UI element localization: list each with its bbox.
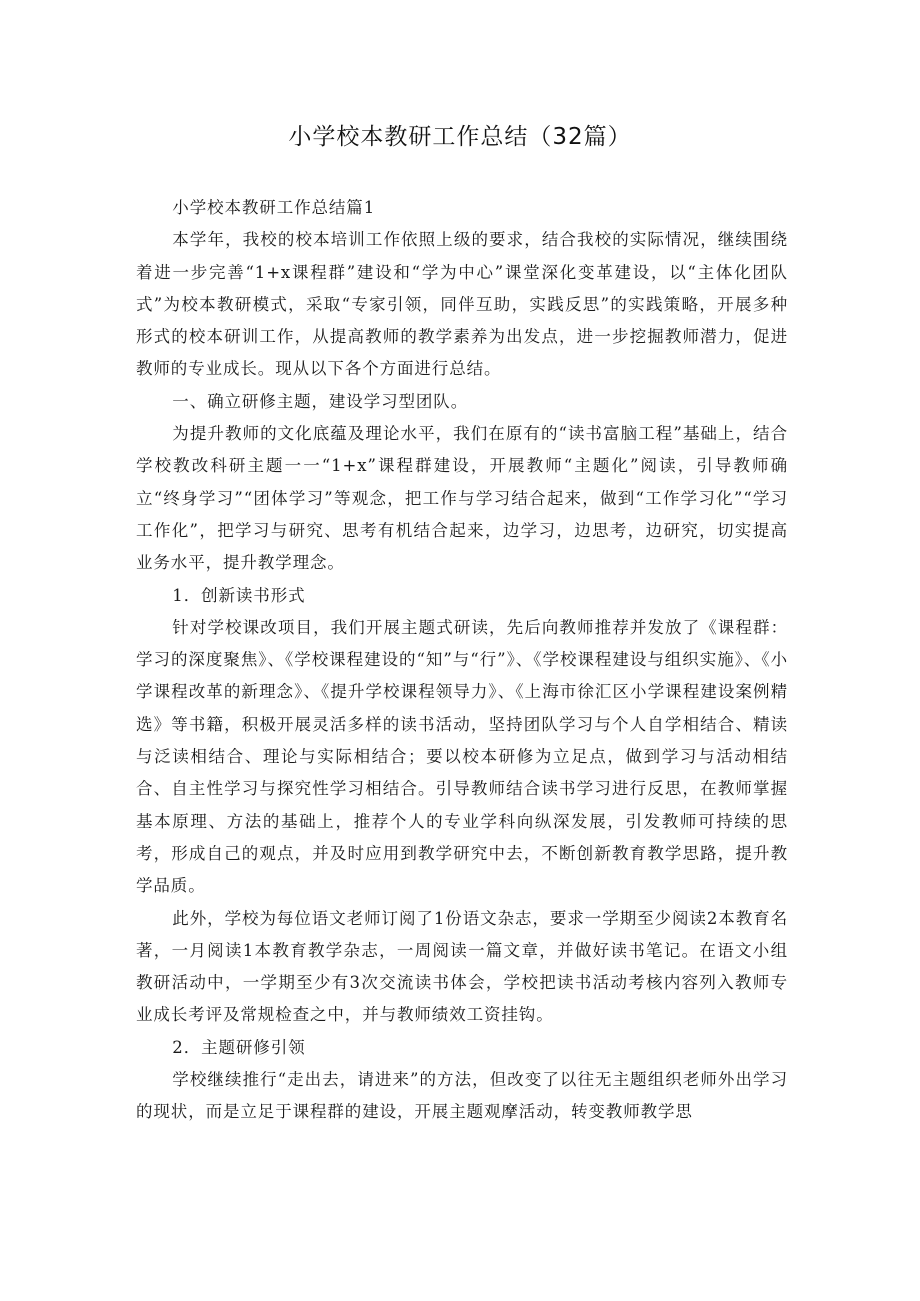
section-heading: 一、确立研修主题，建设学习型团队。 bbox=[172, 391, 469, 411]
paragraph: 本学年，我校的校本培训工作依照上级的要求，结合我校的实际情况，继续围绕着进一步完善“1+x课程群”建设和“学为中心”课堂深化变革建设，以“主体化团队式”为校本教研模式，采取“专家引领，同伴互助，实践反思”的实践策略，开展多种形式的校本研训工作，从提高教师的教学素养为出发点，进一步挖掘教师潜力，促进教师的专业成长。现从以下各个方面进行总结。 bbox=[136, 230, 788, 379]
paragraph: 针对学校课改项目，我们开展主题式研读，先后向教师推荐并发放了《课程群：学习的深度聚焦》、《学校课程建设的“知”与“行”》、《学校课程建设与组织实施》、《小学课程改革的新理念》、《提升学校课程领导力》、《上海市徐汇区小学课程建设案例精选》等书籍，积极开展灵活多样的读书活动，坚持团队学习与个人自学相结合、精读与泛读相结合、理论与实际相结合；要以校本研修为立足点，做到学习与活动相结合、自主性学习与探究性学习相结合。引导教师结合读书学习进行反思，在教师掌握基本原理、方法的基础上，推荐个人的专业学科向纵深发展，引发教师可持续的思考，形成自己的观点，并及时应用到教学研究中去，不断创新教育教学思路，提升教学品质。 bbox=[136, 617, 788, 896]
document-body bbox=[136, 192, 788, 1129]
section-heading: 小学校本教研工作总结篇1 bbox=[172, 198, 376, 217]
paragraph: 为提升教师的文化底蕴及理论水平，我们在原有的“读书富脑工程”基础上，结合学校教改科研主题一一“1+x”课程群建设，开展教师“主题化”阅读，引导教师确立“终身学习”“团体学习”等观念，把工作与学习结合起来，做到“工作学习化”“学习工作化”，把学习与研究、思考有机结合起来，边学习，边思考，边研究，切实提高业务水平，提升教学理念。 bbox=[136, 424, 788, 573]
section-heading: 1．创新读书形式 bbox=[172, 585, 306, 605]
document-title: 小学校本教研工作总结（32篇） bbox=[288, 124, 632, 150]
paragraph: 学校继续推行“走出去，请进来”的方法，但改变了以往无主题组织老师外出学习的现状，而是立足于课程群的建设，开展主题观摩活动，转变教师教学思 bbox=[136, 1070, 788, 1122]
paragraph: 此外，学校为每位语文老师订阅了1份语文杂志，要求一学期至少阅读2本教育名著，一月阅读1本教育教学杂志，一周阅读一篇文章，并做好读书笔记。在语文小组教研活动中，一学期至少有3次交流读书体会，学校把读书活动考核内容列入教师专业成长考评及常规检查之中，并与教师绩效工资挂钩。 bbox=[136, 908, 788, 1025]
section-heading: 2．主题研修引领 bbox=[172, 1037, 306, 1057]
